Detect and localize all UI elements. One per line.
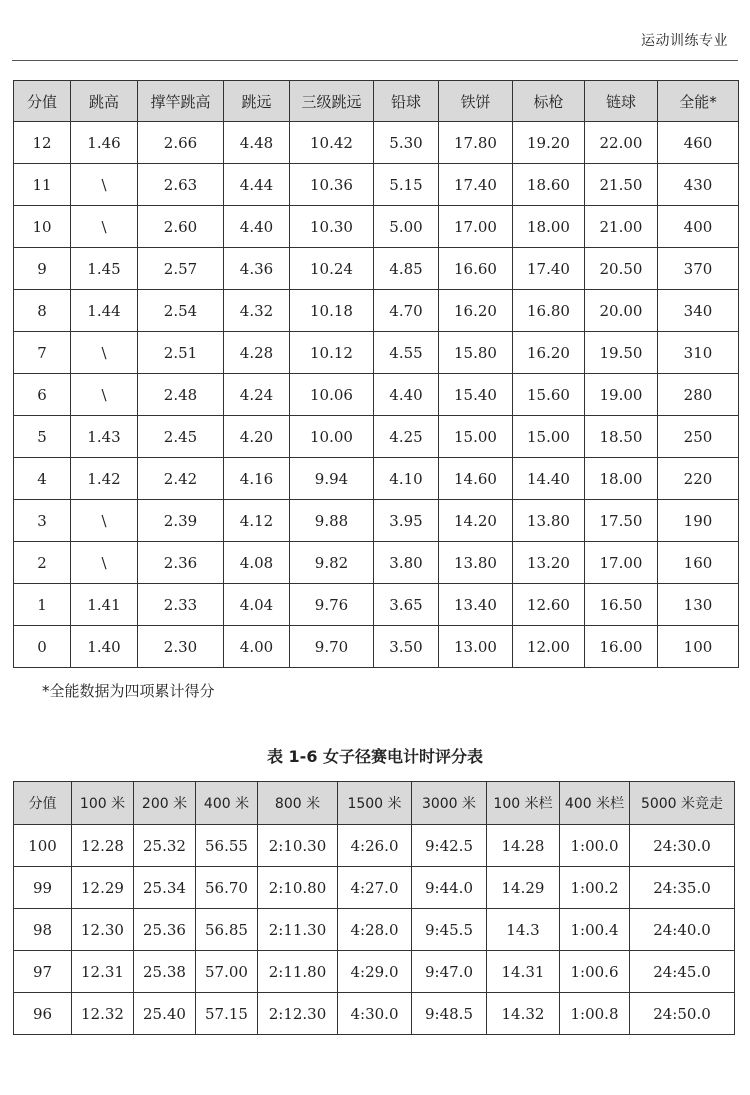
table-cell: 10.12 [290,332,374,374]
table-row [14,500,739,542]
table-cell: 4.25 [374,416,439,458]
table-cell: 25.34 [134,867,196,909]
table-cell: 15.60 [513,374,585,416]
table-row [14,542,739,584]
field-events-score-table [13,80,739,668]
table-cell: 1:00.2 [560,867,630,909]
table-cell: 1.45 [71,248,138,290]
table-cell: 2.57 [138,248,224,290]
table-cell: 57.00 [196,951,258,993]
table-cell: 13.80 [439,542,513,584]
table-cell: 24:45.0 [630,951,735,993]
column-header: 5000 米竞走 [630,782,735,825]
table-cell: 2.30 [138,626,224,668]
table-cell: 2:12.30 [258,993,338,1035]
table-cell: 20.50 [585,248,658,290]
table-cell: 2:11.80 [258,951,338,993]
table-cell: 12.28 [72,825,134,867]
column-header: 铅球 [374,81,439,122]
table-cell: 340 [658,290,739,332]
column-header: 三级跳远 [290,81,374,122]
table-cell: 19.50 [585,332,658,374]
table-cell: 13.00 [439,626,513,668]
table-row [14,909,735,951]
table-row [14,374,739,416]
table-row [14,867,735,909]
table-cell: 160 [658,542,739,584]
table-cell: 24:50.0 [630,993,735,1035]
column-header: 铁饼 [439,81,513,122]
table-cell: 100 [658,626,739,668]
table-cell: 9 [14,248,71,290]
table-cell: 21.00 [585,206,658,248]
table-cell: 4.85 [374,248,439,290]
table-cell: 16.50 [585,584,658,626]
table-cell: 16.20 [439,290,513,332]
column-header: 分值 [14,782,72,825]
table-cell: 9:45.5 [412,909,487,951]
table-caption: 表 1-6 女子径赛电计时评分表 [266,747,484,766]
table-cell: \ [71,332,138,374]
footnote: *全能数据为四项累计得分 [42,682,215,700]
table-cell: 9.88 [290,500,374,542]
table-cell: 4 [14,458,71,500]
table-cell: 14.29 [487,867,560,909]
table-cell: 4:29.0 [338,951,412,993]
column-header: 100 米栏 [487,782,560,825]
table-cell: 3.95 [374,500,439,542]
table-cell: 18.50 [585,416,658,458]
table-cell: \ [71,374,138,416]
table-cell: 2.39 [138,500,224,542]
column-header: 400 米栏 [560,782,630,825]
table-cell: 460 [658,122,739,164]
table-cell: 12.00 [513,626,585,668]
table-cell: 2:10.80 [258,867,338,909]
table-cell: 4:28.0 [338,909,412,951]
table-cell: 1 [14,584,71,626]
table-cell: 25.36 [134,909,196,951]
table-cell: 4:30.0 [338,993,412,1035]
table-cell: 2.33 [138,584,224,626]
table-cell: 57.15 [196,993,258,1035]
table-row [14,458,739,500]
table-cell: 1.40 [71,626,138,668]
table-cell: 12.30 [72,909,134,951]
column-header: 1500 米 [338,782,412,825]
table-cell: 9.76 [290,584,374,626]
table-cell: 4.40 [224,206,290,248]
table-row [14,951,735,993]
table-cell: 4.70 [374,290,439,332]
table-row [14,164,739,206]
table-cell: 25.38 [134,951,196,993]
table-cell: 10.30 [290,206,374,248]
table-cell: 7 [14,332,71,374]
table-cell: \ [71,542,138,584]
table-cell: 3.80 [374,542,439,584]
table-cell: 3.65 [374,584,439,626]
table-cell: 17.50 [585,500,658,542]
table-cell: 12.60 [513,584,585,626]
table-cell: 10 [14,206,71,248]
table-cell: 15.80 [439,332,513,374]
table-cell: 2:10.30 [258,825,338,867]
table-cell: 15.00 [439,416,513,458]
table-cell: 0 [14,626,71,668]
table-cell: 1:00.4 [560,909,630,951]
table-cell: 12 [14,122,71,164]
table-cell: 14.3 [487,909,560,951]
table-cell: 5.00 [374,206,439,248]
table-row [14,416,739,458]
table-cell: 15.00 [513,416,585,458]
table-cell: 25.32 [134,825,196,867]
table-cell: 99 [14,867,72,909]
table-cell: 9:42.5 [412,825,487,867]
table-cell: 16.20 [513,332,585,374]
table-cell: 2.36 [138,542,224,584]
table-cell: 10.06 [290,374,374,416]
column-header: 跳高 [71,81,138,122]
table-cell: 14.40 [513,458,585,500]
table-cell: 9:48.5 [412,993,487,1035]
table-cell: \ [71,500,138,542]
table-cell: 9.70 [290,626,374,668]
table-cell: 24:40.0 [630,909,735,951]
table-cell: 2.66 [138,122,224,164]
table-cell: 56.55 [196,825,258,867]
table-cell: 24:35.0 [630,867,735,909]
table-row [14,122,739,164]
table-row [14,825,735,867]
table-header-row [14,782,735,825]
header-divider [12,60,738,61]
table-cell: \ [71,206,138,248]
table-cell: 4.08 [224,542,290,584]
table-cell: 4.16 [224,458,290,500]
table-row [14,290,739,332]
table-cell: 18.00 [585,458,658,500]
table-cell: 4.28 [224,332,290,374]
table-cell: 4.44 [224,164,290,206]
table-cell: 4.40 [374,374,439,416]
table-cell: 9.94 [290,458,374,500]
table-cell: 1:00.8 [560,993,630,1035]
running-header: 运动训练专业 [641,33,728,49]
table-cell: 280 [658,374,739,416]
table-cell: 220 [658,458,739,500]
table-cell: 24:30.0 [630,825,735,867]
table-cell: 2:11.30 [258,909,338,951]
table-row [14,248,739,290]
table-cell: 6 [14,374,71,416]
table-cell: 2 [14,542,71,584]
table-cell: 19.00 [585,374,658,416]
table-row [14,332,739,374]
table-cell: 1.43 [71,416,138,458]
table-cell: 370 [658,248,739,290]
table-cell: 190 [658,500,739,542]
table-cell: 1.44 [71,290,138,332]
column-header: 400 米 [196,782,258,825]
column-header: 跳远 [224,81,290,122]
table-cell: 21.50 [585,164,658,206]
column-header: 3000 米 [412,782,487,825]
table-cell: 16.00 [585,626,658,668]
table-cell: 8 [14,290,71,332]
table-cell: 3 [14,500,71,542]
table-cell: 17.00 [585,542,658,584]
table-cell: 10.18 [290,290,374,332]
table-cell: 2.54 [138,290,224,332]
table-cell: 4.20 [224,416,290,458]
table-cell: 2.60 [138,206,224,248]
table-row [14,584,739,626]
column-header: 全能* [658,81,739,122]
table-cell: 5.15 [374,164,439,206]
table-cell: 5 [14,416,71,458]
table-cell: 430 [658,164,739,206]
table-cell: 5.30 [374,122,439,164]
table-cell: 9.82 [290,542,374,584]
table-cell: 56.70 [196,867,258,909]
table-cell: 17.80 [439,122,513,164]
table-cell: 13.20 [513,542,585,584]
table-cell: 16.80 [513,290,585,332]
table-cell: 14.60 [439,458,513,500]
table-cell: 20.00 [585,290,658,332]
table-cell: 10.24 [290,248,374,290]
table-cell: 17.40 [513,248,585,290]
table-cell: 2.51 [138,332,224,374]
table-cell: 14.32 [487,993,560,1035]
table-cell: 13.40 [439,584,513,626]
table-row [14,993,735,1035]
column-header: 800 米 [258,782,338,825]
table-cell: 4.12 [224,500,290,542]
table-cell: 12.32 [72,993,134,1035]
column-header: 200 米 [134,782,196,825]
table-cell: 12.29 [72,867,134,909]
table-cell: 11 [14,164,71,206]
table-row [14,206,739,248]
table-cell: 1.46 [71,122,138,164]
table-cell: 25.40 [134,993,196,1035]
table-cell: 2.45 [138,416,224,458]
table-cell: 18.00 [513,206,585,248]
table-cell: 250 [658,416,739,458]
table-cell: 2.48 [138,374,224,416]
column-header: 标枪 [513,81,585,122]
table-cell: 400 [658,206,739,248]
column-header: 100 米 [72,782,134,825]
table-cell: 2.63 [138,164,224,206]
table-cell: 17.00 [439,206,513,248]
table-cell: 14.28 [487,825,560,867]
table-cell: 96 [14,993,72,1035]
table-cell: 15.40 [439,374,513,416]
table-cell: 22.00 [585,122,658,164]
table-cell: 12.31 [72,951,134,993]
table-cell: 10.00 [290,416,374,458]
table-cell: 4:26.0 [338,825,412,867]
table-cell: \ [71,164,138,206]
table-cell: 14.20 [439,500,513,542]
table-cell: 9:44.0 [412,867,487,909]
table-cell: 10.42 [290,122,374,164]
table-cell: 4.04 [224,584,290,626]
table-cell: 130 [658,584,739,626]
table-cell: 1.41 [71,584,138,626]
table-cell: 17.40 [439,164,513,206]
table-cell: 100 [14,825,72,867]
table-cell: 4.24 [224,374,290,416]
table-cell: 97 [14,951,72,993]
table-cell: 4.36 [224,248,290,290]
table-cell: 16.60 [439,248,513,290]
column-header: 分值 [14,81,71,122]
table-cell: 1:00.6 [560,951,630,993]
table-cell: 98 [14,909,72,951]
table-cell: 4:27.0 [338,867,412,909]
table-cell: 3.50 [374,626,439,668]
table-cell: 4.48 [224,122,290,164]
table-cell: 9:47.0 [412,951,487,993]
table-cell: 14.31 [487,951,560,993]
table-cell: 1:00.0 [560,825,630,867]
table-cell: 19.20 [513,122,585,164]
table-cell: 1.42 [71,458,138,500]
table-cell: 56.85 [196,909,258,951]
table-cell: 18.60 [513,164,585,206]
table-cell: 2.42 [138,458,224,500]
column-header: 撑竿跳高 [138,81,224,122]
table-cell: 13.80 [513,500,585,542]
table-cell: 4.55 [374,332,439,374]
table-cell: 4.32 [224,290,290,332]
table-cell: 4.00 [224,626,290,668]
table-row [14,626,739,668]
table-header-row [14,81,739,122]
table-cell: 10.36 [290,164,374,206]
table-cell: 310 [658,332,739,374]
track-events-score-table [13,781,735,1035]
column-header: 链球 [585,81,658,122]
table-cell: 4.10 [374,458,439,500]
